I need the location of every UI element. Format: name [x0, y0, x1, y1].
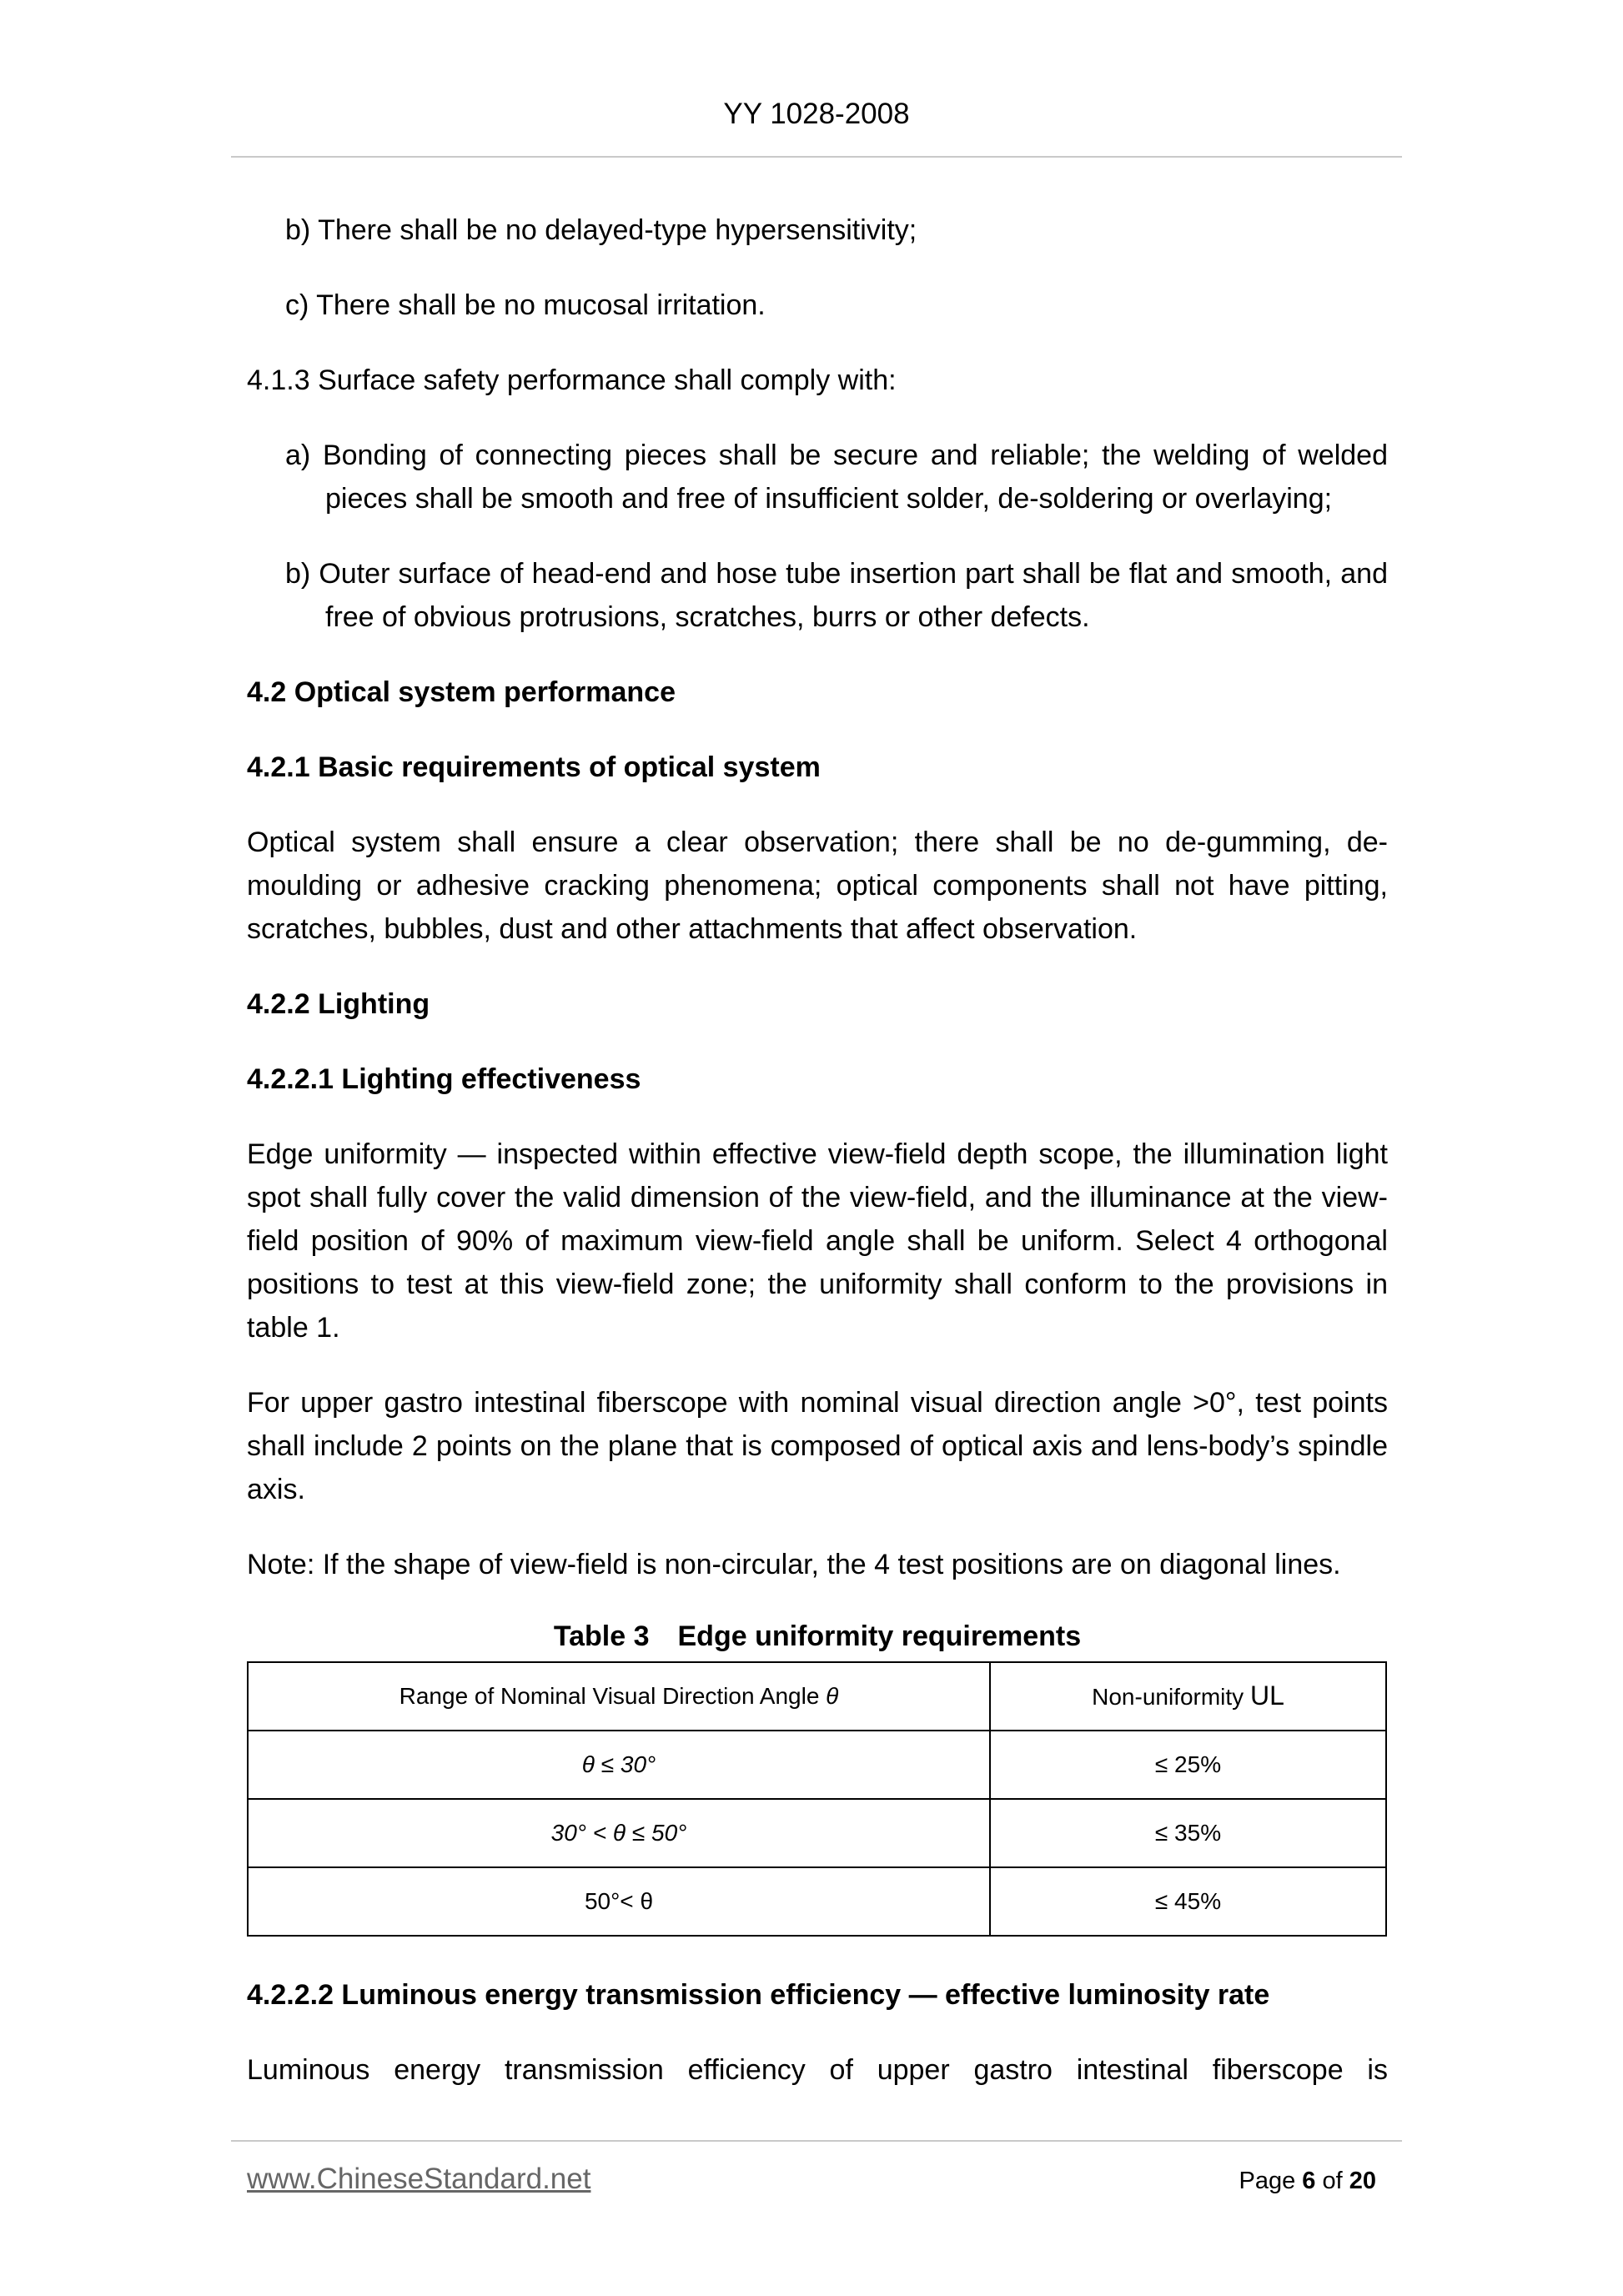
- paragraph-optical-system: Optical system shall ensure a clear observation; there shall be no de-gumming, de-moulding or adhesive cracking phenomena; optical components shall not have pitting, scratches, bubbles, dust and other attachments that affect observation.: [247, 826, 1388, 945]
- paragraph-luminous-energy: Luminous energy transmission efficiency of upper gastro intestinal fiberscope is: [247, 2054, 1388, 2086]
- value-cell: ≤ 35%: [990, 1799, 1386, 1867]
- heading-4-2-2: 4.2.2 Lighting: [247, 988, 430, 1020]
- heading-4-2-1: 4.2.1 Basic requirements of optical system: [247, 751, 821, 783]
- table-header-row: [248, 1662, 1386, 1731]
- note-view-field: Note: If the shape of view-field is non-circular, the 4 test positions are on diagonal lines.: [247, 1549, 1341, 1580]
- edge-uniformity-table: [247, 1661, 1387, 1937]
- heading-4-2-2-2: 4.2.2.2 Luminous energy transmission efficiency — effective luminosity rate: [247, 1979, 1270, 2011]
- range-cell: 50°< θ: [248, 1867, 990, 1936]
- range-cell: 30° < θ ≤ 50°: [248, 1799, 990, 1867]
- table-row: [248, 1799, 1386, 1867]
- value-cell: ≤ 25%: [990, 1731, 1386, 1799]
- item-a-bonding: a) Bonding of connecting pieces shall be secure and reliable; the welding of welded pieces shall be smooth and free of insufficient solder, de-soldering or overlaying;: [285, 440, 1388, 515]
- table-title: Edge uniformity requirements: [677, 1620, 1082, 1652]
- footer-divider: [231, 2140, 1402, 2142]
- total-pages: 20: [1349, 2168, 1376, 2194]
- document-body: [247, 208, 1388, 2092]
- current-page: 6: [1302, 2168, 1316, 2194]
- header-non-uniformity: Non-uniformity UL: [990, 1662, 1386, 1731]
- range-cell: θ ≤ 30°: [248, 1731, 990, 1799]
- table-caption: [247, 1615, 1388, 1658]
- value-cell: ≤ 45%: [990, 1867, 1386, 1936]
- item-c-mucosal: c) There shall be no mucosal irritation.: [285, 289, 766, 321]
- header-range: Range of Nominal Visual Direction Angle θ: [248, 1662, 990, 1731]
- table-number: Table 3: [553, 1620, 650, 1652]
- heading-4-2: 4.2 Optical system performance: [247, 676, 676, 708]
- table-row: [248, 1731, 1386, 1799]
- heading-4-2-2-1: 4.2.2.1 Lighting effectiveness: [247, 1063, 641, 1095]
- table-row: [248, 1867, 1386, 1936]
- paragraph-upper-fiberscope: For upper gastro intestinal fiberscope with nominal visual direction angle >0°, test points shall include 2 points on the plane that is composed of optical axis and lens-body’s spindle axis.: [247, 1387, 1388, 1505]
- header-divider: [231, 156, 1402, 158]
- website-link[interactable]: www.ChineseStandard.net: [247, 2163, 591, 2195]
- page-header: YY 1028-2008: [723, 98, 910, 130]
- page-indicator: Page 6 of 20: [1239, 2168, 1376, 2194]
- paragraph-edge-uniformity: Edge uniformity — inspected within effective view-field depth scope, the illumination light spot shall fully cover the valid dimension of the view-field, and the illuminance at the view-field position of 90% of maximum view-field angle shall be uniform. Select 4 orthogonal positions to test at this view-field zone; the uniformity shall conform to the provisions in table 1.: [247, 1138, 1388, 1344]
- item-b-outer-surface: b) Outer surface of head-end and hose tube insertion part shall be flat and smooth, and free of obvious protrusions, scratches, burrs or other defects.: [285, 558, 1388, 633]
- clause-4-1-3: 4.1.3 Surface safety performance shall comply with:: [247, 364, 897, 396]
- item-b-hypersensitivity: b) There shall be no delayed-type hypersensitivity;: [285, 214, 917, 246]
